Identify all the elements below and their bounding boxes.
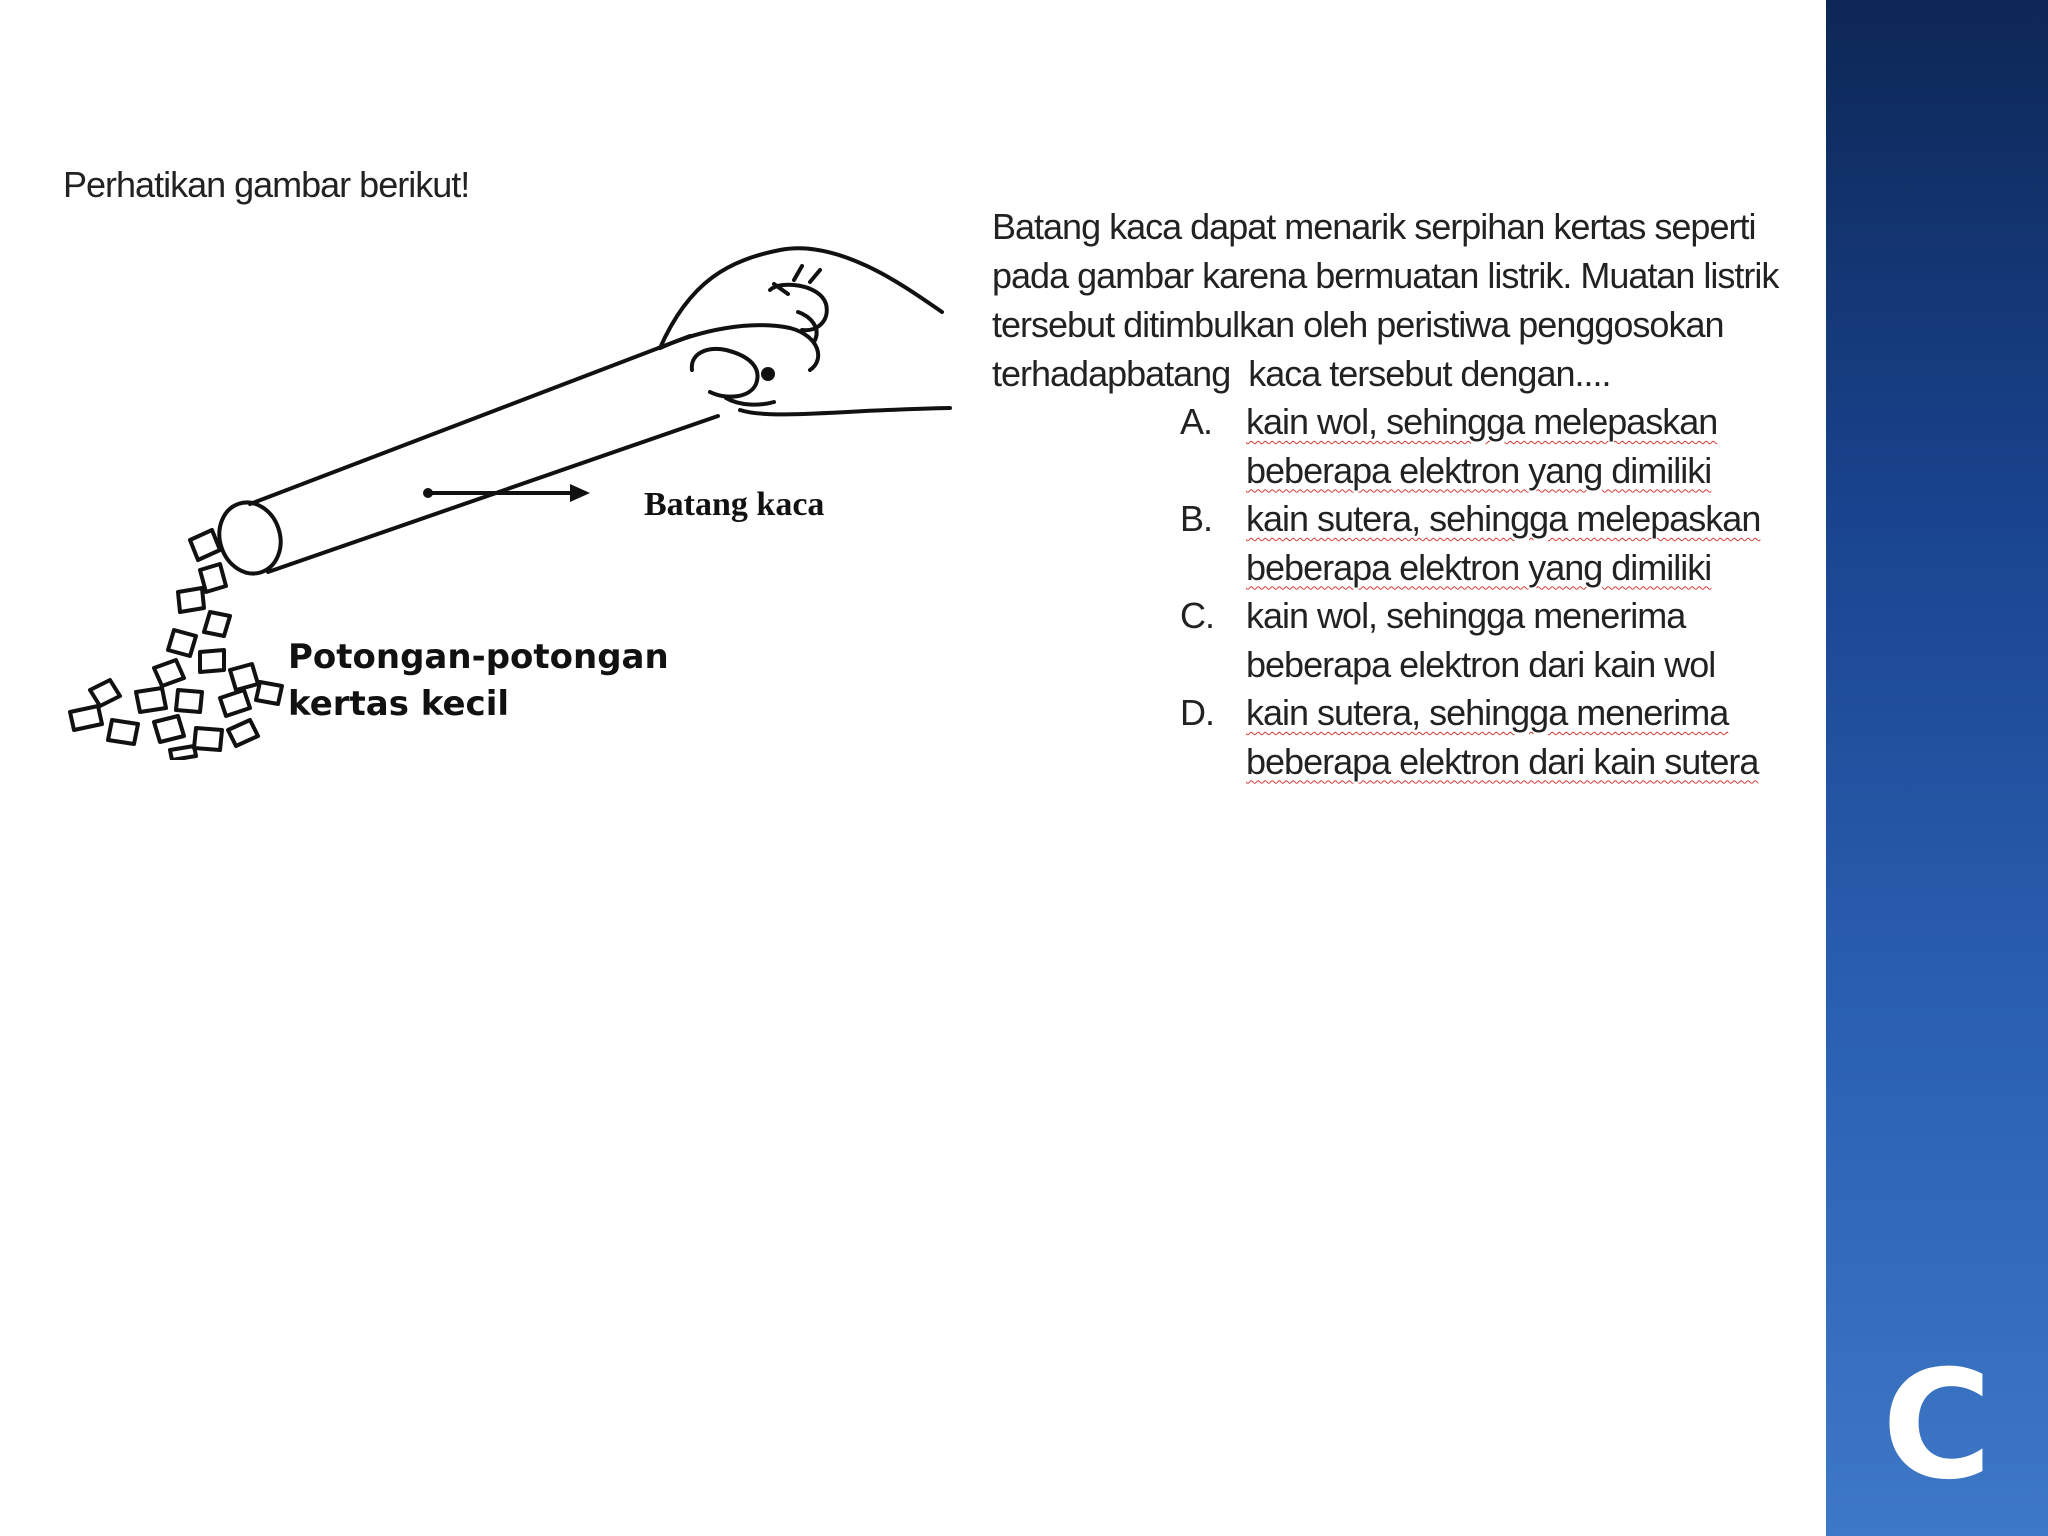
option-text: [1246, 689, 1820, 786]
option-letter: A.: [1180, 401, 1213, 442]
option-line: kain sutera, sehingga melepaskan: [1246, 498, 1761, 539]
rod-label: Batang kaca: [644, 486, 825, 523]
option-c: [1180, 592, 1820, 689]
option-text: [1246, 495, 1820, 592]
option-line: kain wol, sehingga menerima: [1246, 595, 1686, 636]
option-letter: B.: [1180, 498, 1213, 539]
sidebar-gradient: [1826, 0, 2048, 1536]
question-line: Batang kaca dapat menarik serpihan kertas seperti: [992, 206, 1756, 247]
option-line: kain sutera, sehingga menerima: [1246, 692, 1729, 733]
option-line: beberapa elektron dari kain sutera: [1246, 740, 1759, 782]
option-text: [1246, 592, 1820, 689]
option-line: kain wol, sehingga melepaskan: [1246, 401, 1718, 442]
option-line: beberapa elektron yang dimiliki: [1246, 546, 1712, 588]
instruction-text: Perhatikan gambar berikut!: [63, 164, 470, 205]
option-letter: D.: [1180, 692, 1214, 733]
question-line: terhadapbatang kaca tersebut dengan....: [992, 353, 1611, 394]
paper-label-line2: kertas kecil: [288, 684, 510, 724]
question-line: pada gambar karena bermuatan listrik. Muatan listrik: [992, 255, 1779, 296]
answer-letter: C: [1881, 1339, 1993, 1513]
glass-rod-illustration: [50, 220, 970, 760]
paper-pieces: [70, 530, 282, 760]
answer-options: [1180, 398, 1820, 786]
arrow-icon: [423, 484, 590, 502]
option-letter: C.: [1180, 595, 1214, 636]
option-d: [1180, 689, 1820, 786]
option-text: [1246, 398, 1820, 495]
question-line: tersebut ditimbulkan oleh peristiwa penggosokan: [992, 304, 1724, 345]
option-line: beberapa elektron dari kain wol: [1246, 643, 1716, 685]
option-b: [1180, 495, 1820, 592]
option-line: beberapa elektron yang dimiliki: [1246, 449, 1712, 491]
question-text: [992, 202, 1812, 398]
option-a: [1180, 398, 1820, 495]
paper-label-line1: Potongan-potongan: [288, 637, 669, 677]
rod-top-edge: [250, 336, 690, 504]
